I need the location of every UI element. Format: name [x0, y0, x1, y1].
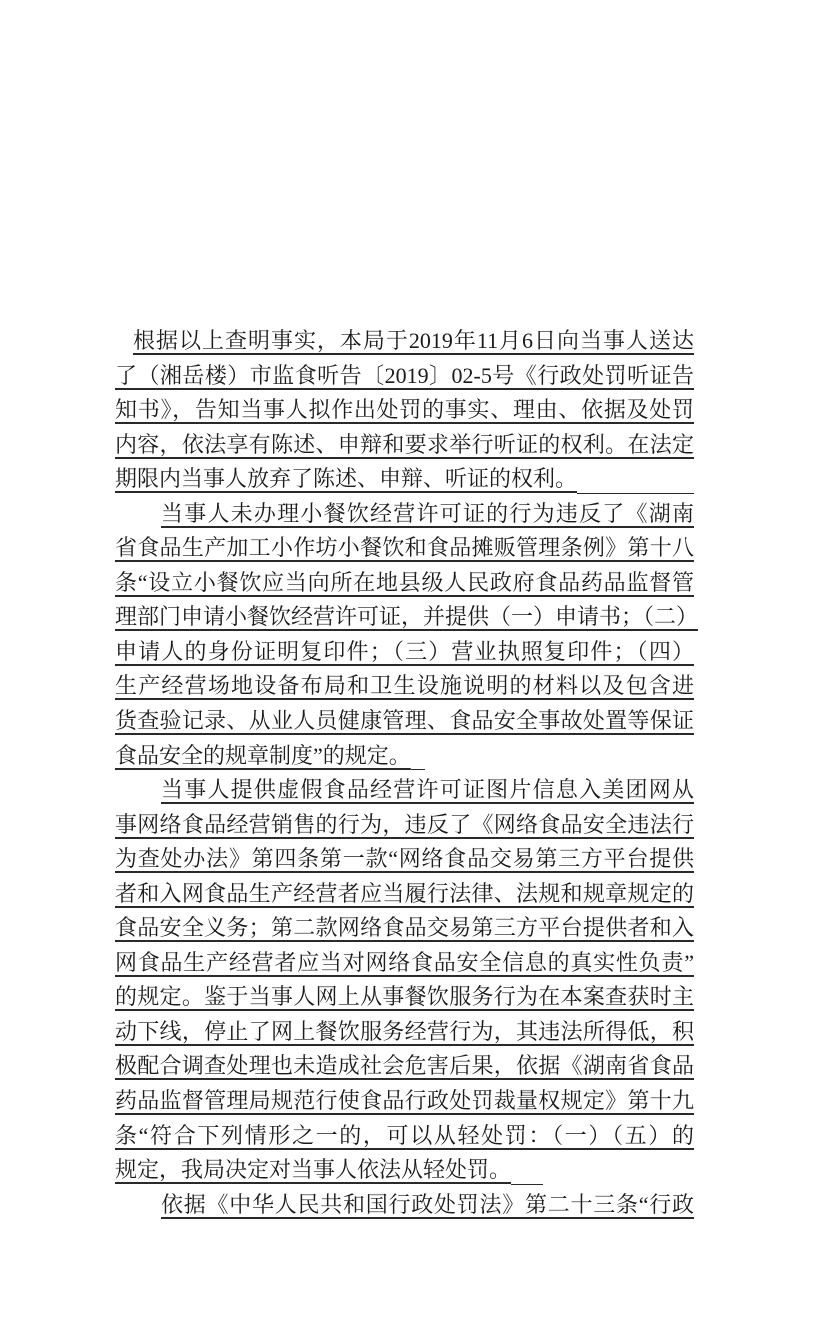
underline-extension — [411, 739, 425, 771]
text-line — [115, 911, 694, 946]
text-line — [115, 324, 694, 359]
text-line — [115, 808, 694, 843]
underline-extension — [511, 1153, 543, 1185]
text-line — [115, 566, 694, 601]
text-line — [115, 428, 694, 463]
line-text: 当事人提供虚假食品经营许可证图片信息入美团网从 — [161, 777, 694, 803]
text-line — [115, 1119, 694, 1154]
line-text: 知书》，告知当事人拟作出处罚的事实、理由、依据及处罚 — [115, 397, 694, 423]
paragraph — [115, 1188, 694, 1223]
paragraph — [115, 324, 694, 497]
text-line — [115, 842, 694, 877]
line-text: 依据《中华人民共和国行政处罚法》第二十三条“行政 — [161, 1191, 694, 1217]
text-line — [115, 704, 694, 739]
text-line — [115, 669, 694, 704]
line-text: 当事人未办理小餐饮经营许可证的行为违反了《湖南 — [161, 500, 694, 526]
line-text: 的规定。鉴于当事人网上从事餐饮服务行为在本案查获时主 — [115, 984, 694, 1010]
line-text: 药品监督管理局规范行使食品行政处罚裁量权规定》第十九 — [115, 1088, 694, 1114]
text-line — [115, 1188, 694, 1223]
text-line — [115, 393, 694, 428]
line-text: 根据以上查明事实，本局于2019年11月6日向当事人送达 — [133, 328, 694, 353]
text-line — [115, 773, 694, 808]
text-line — [115, 497, 694, 532]
text-line — [115, 462, 694, 497]
paragraph — [115, 773, 694, 1188]
text-line — [115, 1049, 694, 1084]
line-text: 内容，依法享有陈述、申辩和要求举行听证的权利。在法定 — [115, 431, 694, 457]
text-line — [115, 946, 694, 981]
line-text: 动下线，停止了网上餐饮服务经营行为，其违法所得低，积 — [115, 1018, 694, 1044]
paragraph — [115, 497, 699, 773]
text-line — [115, 359, 694, 394]
line-text: 货查验记录、从业人员健康管理、食品安全事故处置等保证 — [115, 708, 694, 734]
text-line — [115, 877, 694, 912]
text-line — [115, 1084, 694, 1119]
line-text: 者和入网食品生产经营者应当履行法律、法规和规章规定的 — [115, 880, 694, 906]
text-line — [115, 980, 694, 1015]
line-text: 申请人的身份证明复印件；（三）营业执照复印件；（四） — [115, 638, 694, 664]
line-text: 条“设立小餐饮应当向所在地县级人民政府食品药品监督管 — [115, 569, 694, 595]
document-text-block — [115, 324, 699, 1222]
text-line — [115, 600, 699, 635]
text-line — [115, 531, 694, 566]
line-text: 条“符合下列情形之一的，可以从轻处罚：（一）（五）的 — [115, 1122, 694, 1148]
text-line — [115, 1015, 694, 1050]
text-line — [115, 1153, 694, 1188]
line-text: 了（湘岳楼）市监食听告〔2019〕02-5号《行政处罚听证告 — [115, 362, 694, 388]
line-text: 规定，我局决定对当事人依法从轻处罚。 — [115, 1157, 512, 1183]
underline-extension — [577, 462, 694, 494]
line-text: 为查处办法》第四条第一款“网络食品交易第三方平台提供 — [115, 846, 694, 872]
line-text: 理部门申请小餐饮经营许可证，并提供（一）申请书；（二） — [115, 604, 699, 630]
line-text: 极配合调查处理也未造成社会危害后果，依据《湖南省食品 — [115, 1053, 694, 1079]
line-text: 事网络食品经营销售的行为，违反了《网络食品安全违法行 — [115, 811, 694, 837]
line-text: 省食品生产加工小作坊小餐饮和食品摊贩管理条例》第十八 — [115, 535, 694, 561]
line-text: 食品安全的规章制度”的规定。 — [115, 742, 411, 768]
line-text: 网食品生产经营者应当对网络食品安全信息的真实性负责” — [115, 949, 694, 975]
line-text: 生产经营场地设备布局和卫生设施说明的材料以及包含进 — [115, 673, 694, 699]
line-text: 期限内当事人放弃了陈述、申辩、听证的权利。 — [115, 466, 578, 492]
text-line — [115, 635, 694, 670]
line-text: 食品安全义务；第二款网络食品交易第三方平台提供者和入 — [115, 915, 694, 941]
text-line — [115, 739, 694, 774]
